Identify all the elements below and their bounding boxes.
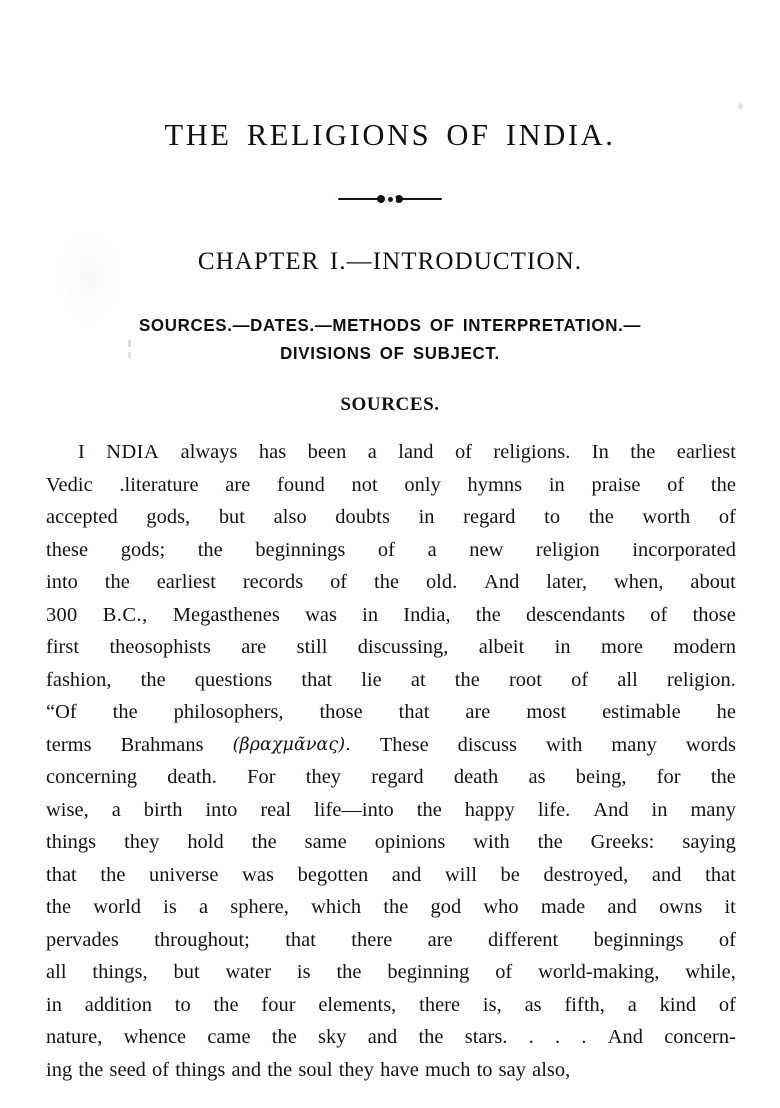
body-word: most bbox=[526, 701, 567, 723]
body-word: more bbox=[600, 636, 644, 658]
body-word: god bbox=[430, 896, 462, 918]
body-word: descendants bbox=[526, 603, 626, 626]
body-word: a bbox=[367, 441, 377, 463]
body-word: accepted bbox=[46, 506, 118, 528]
body-word: religion. bbox=[666, 668, 736, 691]
body-word: those bbox=[692, 603, 736, 626]
body-word: pervades bbox=[46, 928, 119, 951]
body-word: that bbox=[398, 701, 430, 723]
body-word: as bbox=[524, 993, 542, 1016]
body-word: of bbox=[152, 1058, 170, 1081]
body-word: always bbox=[180, 441, 238, 463]
body-word: .literature bbox=[119, 473, 199, 496]
body-word: the bbox=[46, 896, 72, 918]
body-word: incorporated bbox=[632, 538, 736, 561]
body-word: in bbox=[46, 993, 62, 1016]
body-line bbox=[46, 664, 736, 697]
body-word: earliest bbox=[156, 571, 216, 593]
body-word: different bbox=[487, 928, 559, 951]
body-word: is bbox=[163, 896, 177, 918]
body-word: the bbox=[383, 896, 409, 918]
body-word: regard bbox=[371, 766, 424, 788]
body-word: kind bbox=[659, 993, 697, 1016]
body-word: found bbox=[277, 473, 325, 496]
body-word: those bbox=[319, 701, 363, 723]
page-title: THE RELIGIONS OF INDIA. bbox=[164, 118, 616, 152]
body-word: India, bbox=[403, 603, 451, 626]
body-word: in bbox=[554, 636, 571, 658]
body-word: the bbox=[271, 1026, 297, 1048]
body-word: of bbox=[718, 993, 736, 1016]
body-word: (βραχμᾶνας). bbox=[232, 734, 351, 755]
body-word: begotten bbox=[297, 863, 369, 886]
body-word: the bbox=[710, 766, 736, 788]
body-word: real bbox=[260, 798, 292, 821]
body-word: he bbox=[716, 701, 736, 723]
body-word: the bbox=[112, 701, 138, 723]
body-word: of bbox=[667, 473, 685, 496]
body-word: but bbox=[218, 506, 246, 528]
body-word: Vedic bbox=[46, 473, 93, 496]
body-word: of bbox=[650, 603, 668, 626]
body-word: destroyed, bbox=[543, 863, 629, 886]
body-word: beginning bbox=[387, 961, 470, 983]
body-word: In bbox=[591, 441, 609, 463]
body-line bbox=[46, 794, 736, 827]
body-word: things, bbox=[92, 961, 148, 983]
subtitle-line: SOURCES.—DATES.—METHODS OF INTERPRETATION.— bbox=[138, 315, 642, 335]
body-word: saying bbox=[682, 831, 736, 853]
body-word: . bbox=[581, 1026, 587, 1048]
body-line bbox=[46, 436, 736, 469]
body-word: wise, bbox=[46, 798, 89, 821]
body-line bbox=[46, 534, 736, 567]
body-word: who bbox=[483, 896, 519, 918]
body-text bbox=[46, 436, 736, 1086]
body-word: all bbox=[617, 668, 638, 691]
body-word: regard bbox=[463, 506, 516, 528]
body-word: land bbox=[398, 441, 434, 463]
body-word: B.C., bbox=[102, 603, 148, 626]
body-word: are bbox=[427, 928, 453, 951]
body-word: of bbox=[718, 506, 736, 528]
body-word: hymns bbox=[467, 473, 523, 496]
body-word: of bbox=[718, 928, 736, 951]
body-word: lie bbox=[361, 668, 382, 691]
body-word: sky bbox=[318, 1026, 347, 1048]
body-line bbox=[46, 956, 736, 989]
body-word: the bbox=[475, 603, 501, 626]
body-word: birth bbox=[143, 798, 183, 821]
body-word: albeit bbox=[478, 636, 525, 658]
body-word: the bbox=[588, 506, 614, 528]
body-word: the bbox=[454, 668, 480, 691]
body-word: only bbox=[404, 473, 441, 496]
body-word: still bbox=[296, 636, 328, 658]
body-word: things bbox=[46, 831, 97, 853]
body-word: addition bbox=[84, 993, 152, 1016]
body-word: with bbox=[545, 733, 583, 756]
body-line bbox=[46, 826, 736, 859]
body-word: been bbox=[307, 441, 347, 463]
body-word: stars. bbox=[464, 1026, 508, 1048]
body-word: not bbox=[351, 473, 378, 496]
body-word: the bbox=[140, 668, 166, 691]
body-word: elements, bbox=[318, 993, 397, 1016]
body-word: root bbox=[508, 668, 542, 691]
body-word: gods, bbox=[146, 506, 191, 528]
body-word: also, bbox=[532, 1058, 571, 1081]
body-word: many bbox=[611, 733, 657, 756]
body-word: records bbox=[242, 571, 304, 593]
body-word: later, bbox=[546, 571, 588, 593]
body-word: And bbox=[607, 1026, 643, 1048]
body-line bbox=[46, 1021, 736, 1054]
body-word: fashion, bbox=[46, 668, 112, 691]
body-word: modern bbox=[673, 636, 736, 658]
body-word: of bbox=[454, 441, 473, 463]
body-word: worth bbox=[642, 506, 691, 528]
body-word: was bbox=[242, 863, 274, 886]
body-word: the bbox=[104, 571, 130, 593]
body-word: philosophers, bbox=[173, 701, 284, 723]
body-word: that bbox=[301, 668, 333, 691]
body-line bbox=[46, 924, 736, 957]
body-word: I bbox=[78, 441, 85, 463]
body-word: . bbox=[555, 1026, 561, 1048]
body-word: beginnings bbox=[255, 538, 346, 561]
body-word: was bbox=[305, 603, 337, 626]
body-word: has bbox=[258, 441, 287, 463]
body-word: they bbox=[338, 1058, 375, 1081]
body-word: about bbox=[690, 571, 736, 593]
body-word: nature, bbox=[46, 1026, 103, 1048]
chapter-subtitle bbox=[14, 311, 767, 367]
body-word: and bbox=[607, 896, 637, 918]
body-word: fifth, bbox=[564, 993, 605, 1016]
body-word: are bbox=[241, 636, 267, 658]
body-word: to bbox=[174, 993, 191, 1016]
body-word: the bbox=[78, 1058, 104, 1081]
body-word: new bbox=[469, 538, 504, 561]
body-word: death bbox=[453, 766, 499, 788]
body-word: all bbox=[46, 961, 67, 983]
section-heading: SOURCES. bbox=[340, 394, 440, 415]
body-word: at bbox=[410, 668, 426, 691]
body-line bbox=[46, 891, 736, 924]
body-word: there bbox=[419, 993, 461, 1016]
ornament-left-rule bbox=[338, 198, 378, 200]
body-word: in bbox=[651, 798, 668, 821]
body-word: “Of bbox=[46, 701, 77, 723]
body-word: happy bbox=[464, 798, 515, 821]
body-word: is, bbox=[482, 993, 502, 1016]
body-word: are bbox=[465, 701, 491, 723]
body-word: NDIA bbox=[106, 441, 160, 463]
body-word: praise bbox=[591, 473, 641, 496]
body-word: a bbox=[427, 538, 437, 561]
body-word: made bbox=[540, 896, 586, 918]
body-word: the bbox=[710, 473, 736, 496]
body-word: ing bbox=[46, 1058, 73, 1081]
body-word: and bbox=[391, 863, 422, 886]
body-word: the bbox=[374, 571, 400, 593]
body-word: in bbox=[418, 506, 435, 528]
body-word: same bbox=[304, 831, 347, 853]
body-line bbox=[46, 761, 736, 794]
body-word: seed bbox=[109, 1058, 146, 1081]
body-word: which bbox=[311, 896, 362, 918]
body-word: into bbox=[46, 571, 78, 593]
body-word: . bbox=[528, 1026, 534, 1048]
body-word: opinions bbox=[374, 831, 446, 853]
body-word: that bbox=[46, 863, 77, 886]
body-word: and bbox=[367, 1026, 398, 1048]
ornament-right-rule bbox=[402, 198, 442, 200]
body-line bbox=[46, 566, 736, 599]
body-line bbox=[46, 696, 736, 729]
body-word: being, bbox=[575, 766, 627, 788]
body-word: to bbox=[476, 1058, 493, 1081]
body-word: will bbox=[444, 863, 477, 886]
body-word: And bbox=[484, 571, 520, 593]
body-word: terms bbox=[46, 733, 92, 756]
body-word: while, bbox=[685, 961, 736, 983]
body-word: they bbox=[305, 766, 342, 788]
body-word: whence bbox=[123, 1026, 187, 1048]
body-word: concern- bbox=[664, 1026, 736, 1048]
body-word: the bbox=[251, 831, 277, 853]
body-word: also bbox=[273, 506, 307, 528]
body-word: These bbox=[379, 733, 429, 756]
body-word: world bbox=[93, 896, 142, 918]
body-word: For bbox=[247, 766, 276, 788]
body-word: discuss bbox=[457, 733, 517, 756]
body-line bbox=[46, 859, 736, 892]
body-word: with bbox=[473, 831, 510, 853]
body-word: that bbox=[285, 928, 316, 951]
body-word: gods; bbox=[120, 538, 166, 561]
body-word: water bbox=[225, 961, 272, 983]
body-line bbox=[46, 631, 736, 664]
body-word: throughout; bbox=[154, 928, 250, 951]
body-word: as bbox=[528, 766, 546, 788]
body-word: universe bbox=[149, 863, 219, 886]
body-word: beginnings bbox=[593, 928, 684, 951]
body-line bbox=[46, 501, 736, 534]
body-word: religion bbox=[535, 538, 600, 561]
chapter-heading: CHAPTER I.—INTRODUCTION. bbox=[197, 248, 583, 275]
body-line bbox=[46, 599, 736, 632]
body-word: have bbox=[380, 1058, 419, 1081]
body-word: Megasthenes bbox=[172, 603, 280, 626]
body-word: the bbox=[197, 538, 223, 561]
body-word: the bbox=[100, 863, 126, 886]
body-line bbox=[46, 1054, 736, 1087]
body-word: doubts bbox=[335, 506, 390, 528]
body-word: a bbox=[199, 896, 209, 918]
body-word: to bbox=[544, 506, 561, 528]
body-word: the bbox=[213, 993, 239, 1016]
body-word: a bbox=[627, 993, 637, 1016]
body-word: came bbox=[207, 1026, 251, 1048]
body-word: these bbox=[46, 538, 89, 561]
subtitle-line: DIVISIONS OF SUBJECT. bbox=[280, 343, 500, 363]
body-word: much bbox=[424, 1058, 471, 1081]
body-line bbox=[46, 469, 736, 502]
body-word: for bbox=[656, 766, 681, 788]
body-word: and bbox=[231, 1058, 262, 1081]
body-word: life. bbox=[537, 798, 571, 821]
body-word: things bbox=[175, 1058, 226, 1081]
body-word: into bbox=[205, 798, 238, 821]
body-word: concerning bbox=[46, 766, 138, 788]
body-word: but bbox=[173, 961, 200, 983]
body-word: theosophists bbox=[109, 636, 211, 658]
body-word: a bbox=[111, 798, 121, 821]
body-word: old. bbox=[425, 571, 458, 593]
body-word: the bbox=[336, 961, 362, 983]
body-word: are bbox=[225, 473, 251, 496]
body-word: the bbox=[267, 1058, 293, 1081]
body-word: estimable bbox=[602, 701, 681, 723]
body-word: life—into bbox=[314, 798, 394, 821]
body-word: in bbox=[362, 603, 379, 626]
body-word: in bbox=[548, 473, 565, 496]
body-word: of bbox=[495, 961, 513, 983]
body-word: earliest bbox=[676, 441, 736, 463]
body-word: death. bbox=[167, 766, 217, 788]
body-word: hold bbox=[187, 831, 224, 853]
body-word: it bbox=[724, 896, 736, 918]
body-word: and bbox=[651, 863, 682, 886]
body-word: be bbox=[500, 863, 520, 886]
body-word: many bbox=[690, 798, 736, 821]
body-word: owns bbox=[659, 896, 703, 918]
body-word: first bbox=[46, 636, 80, 658]
body-word: discussing, bbox=[357, 636, 449, 658]
body-word: the bbox=[537, 831, 563, 853]
body-word: Brahmans bbox=[120, 733, 204, 756]
body-word: religions. bbox=[493, 441, 571, 463]
body-line bbox=[46, 729, 736, 762]
body-word: when, bbox=[613, 571, 664, 593]
body-word: words bbox=[685, 733, 736, 756]
body-word: of bbox=[571, 668, 589, 691]
body-word: of bbox=[377, 538, 395, 561]
body-word: of bbox=[330, 571, 348, 593]
body-word: soul bbox=[298, 1058, 333, 1081]
body-word: there bbox=[351, 928, 393, 951]
body-word: questions bbox=[194, 668, 273, 691]
body-word: is bbox=[296, 961, 311, 983]
body-line bbox=[46, 989, 736, 1022]
body-word: world-making, bbox=[538, 961, 660, 983]
body-word: that bbox=[705, 863, 736, 886]
scan-speck-artifact bbox=[737, 102, 744, 111]
body-word: 300 bbox=[46, 603, 78, 626]
body-word: Greeks: bbox=[590, 831, 655, 853]
body-word: And bbox=[593, 798, 629, 821]
body-word: sphere, bbox=[230, 896, 289, 918]
divider-ornament bbox=[0, 191, 780, 207]
body-word: they bbox=[124, 831, 160, 853]
ornament-diamond-icon bbox=[377, 194, 403, 205]
body-word: the bbox=[416, 798, 442, 821]
body-word: say bbox=[498, 1058, 526, 1081]
body-word: the bbox=[418, 1026, 444, 1048]
body-word: the bbox=[630, 441, 656, 463]
body-word: four bbox=[261, 993, 296, 1016]
